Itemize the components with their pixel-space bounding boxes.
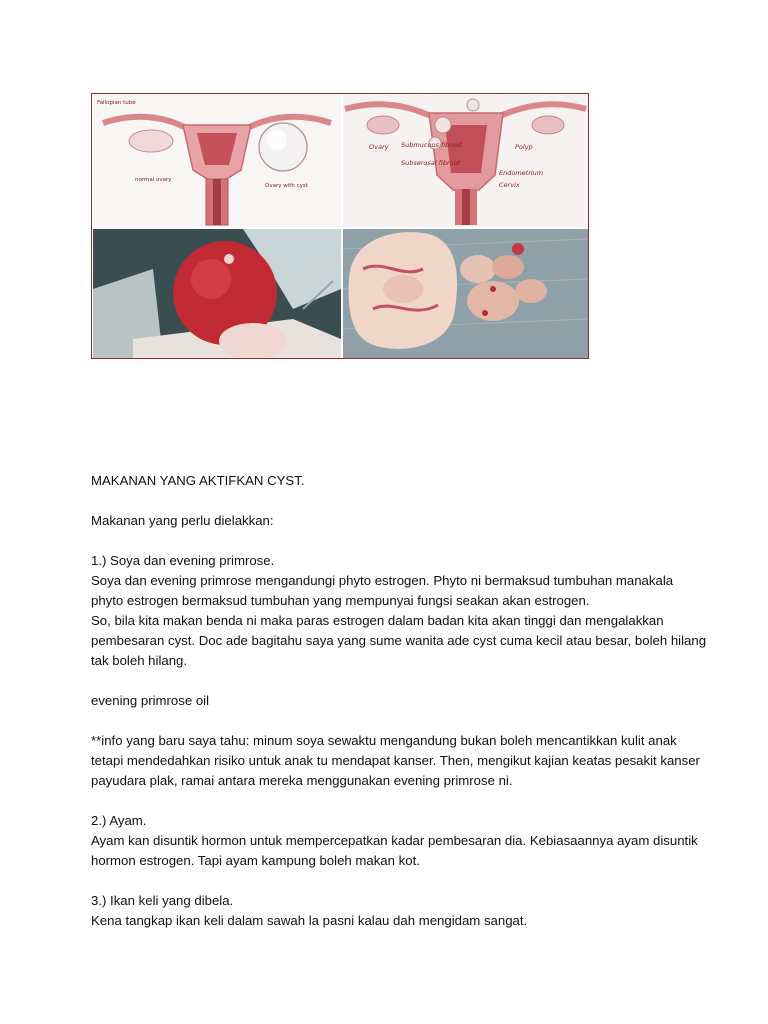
- info-line: tetapi mendedahkan risiko untuk anak tu mendapat kanser. Then, mengikut kajian keatas pesakit kanser: [91, 753, 700, 768]
- surgery-photo: [93, 229, 341, 358]
- ovary-label: Ovary: [369, 143, 389, 151]
- intro-text: Makanan yang perlu dielakkan:: [91, 513, 274, 528]
- section-1-line: phyto estrogen bermaksud tumbuhan yang mempunyai fungsi seakan akan estrogen.: [91, 593, 590, 608]
- medical-figure: [91, 93, 589, 359]
- section-1-line: pembesaran cyst. Doc ade bagitahu saya yang sume wanita ade cyst cuma kecil atau besar, boleh hilang: [91, 633, 707, 648]
- normal-ovary-label: normal ovary: [135, 177, 172, 183]
- section-1-line: tak boleh hilang.: [91, 653, 188, 668]
- endometrium-label: Endometrium: [499, 169, 544, 177]
- section-1-line: Soya dan evening primrose mengandungi phyto estrogen. Phyto ni bermaksud tumbuhan manakala: [91, 573, 674, 588]
- info-line: **info yang baru saya tahu: minum soya sewaktu mengandung bukan boleh mencantikkan kulit anak: [91, 733, 677, 748]
- section-2-title: 2.) Ayam.: [91, 813, 147, 828]
- fallopian-tube-label: Fallopian tube: [97, 100, 136, 106]
- section-1-title: 1.) Soya dan evening primrose.: [91, 553, 275, 568]
- subserosal-label: Subserosal fibroid: [401, 159, 460, 167]
- info-line: payudara plak, ramai antara mereka menggunakan evening primrose ni.: [91, 773, 513, 788]
- article-body: [91, 471, 707, 931]
- ovary-with-cyst-label: Ovary with cyst: [265, 183, 308, 189]
- section-3-line: Kena tangkap ikan keli dalam sawah la pasni kalau dah mengidam sangat.: [91, 913, 528, 928]
- article-heading: MAKANAN YANG AKTIFKAN CYST.: [91, 473, 305, 488]
- cervix-label: Cervix: [499, 181, 520, 189]
- section-2-line: Ayam kan disuntik hormon untuk mempercepatkan kadar pembesaran dia. Kebiasaannya ayam disuntik: [91, 833, 698, 848]
- diagram-ovary-cyst: [93, 95, 341, 227]
- section-2-line: hormon estrogen. Tapi ayam kampung boleh makan kot.: [91, 853, 420, 868]
- section-1-line: So, bila kita makan benda ni maka paras estrogen dalam badan kita akan tinggi dan mengalakkan: [91, 613, 664, 628]
- section-3-title: 3.) Ikan keli yang dibela.: [91, 893, 234, 908]
- evening-primrose-oil-text: evening primrose oil: [91, 693, 210, 708]
- removed-cyst-photo: [343, 229, 588, 358]
- polyp-label: Polyp: [515, 143, 533, 151]
- diagram-fibroids: [343, 95, 588, 227]
- submucous-label: Submucous fibroid: [401, 141, 462, 149]
